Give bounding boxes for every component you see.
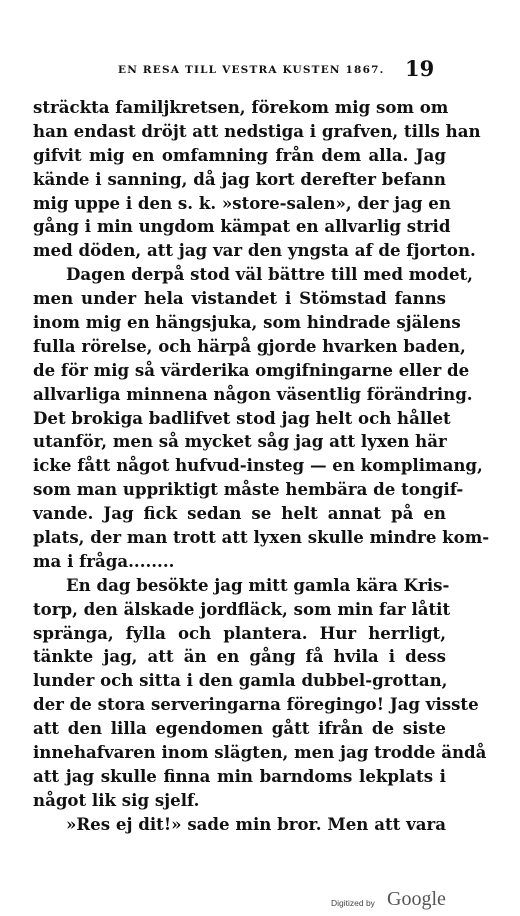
text-line: att jag skulle finna min barndoms lekplats i — [33, 765, 446, 786]
text-line: icke fått något hufvud-insteg — en komplimang, — [33, 455, 483, 476]
text-line: med döden, att jag var den yngsta af de fjorton. — [33, 240, 476, 261]
text-line: som man uppriktigt måste hembära de tongif- — [33, 479, 464, 500]
text-line: »Res ej dit!» sade min bror. Men att vara — [66, 813, 446, 834]
text-line: ma i fråga........ — [33, 550, 175, 571]
running-title: EN RESA TILL VESTRA KUSTEN 1867. — [118, 64, 385, 76]
text-line: fulla rörelse, och härpå gjorde hvarken baden, — [33, 335, 466, 356]
digitized-by-label: Digitized by — [331, 898, 375, 908]
text-line: vande. Jag fick sedan se helt annat på en — [33, 503, 446, 524]
text-line: utanför, men så mycket såg jag att lyxen här — [33, 431, 447, 452]
text-line: kände i sanning, då jag kort derefter befann — [33, 168, 446, 189]
text-line: något lik sig sjelf. — [33, 789, 200, 810]
text-line: gång i min ungdom kämpat en allvarlig strid — [33, 216, 451, 237]
text-line: spränga, fylla och plantera. Hur herrligt, — [33, 622, 446, 643]
text-line: torp, den älskade jordfläck, som min far låtit — [33, 598, 451, 619]
text-line: En dag besökte jag mitt gamla kära Kris- — [66, 574, 450, 595]
text-line: mig uppe i den s. k. »store-salen», der jag en — [33, 192, 451, 213]
google-logo: Google — [387, 888, 446, 910]
text-line: plats, der man trott att lyxen skulle mindre kom- — [33, 527, 490, 548]
text-line: men under hela vistandet i Stömstad fanns — [33, 288, 446, 309]
digitization-watermark — [0, 888, 520, 912]
page-header — [0, 52, 520, 80]
text-line: der de stora serveringarna föregingo! Jag visste — [33, 694, 479, 715]
text-line: Dagen derpå stod väl bättre till med modet, — [66, 264, 473, 285]
text-line: innehafvaren inom slägten, men jag trodde ändå — [33, 742, 487, 763]
text-line: allvarliga minnena någon väsentlig förändring. — [33, 383, 473, 404]
text-line: att den lilla egendomen gått ifrån de siste — [33, 718, 446, 739]
page-number: 19 — [405, 56, 435, 81]
text-line: Det brokiga badlifvet stod jag helt och hållet — [33, 407, 451, 428]
text-line: sträckta familjkretsen, förekom mig som om — [33, 97, 449, 117]
text-line: tänkte jag, att än en gång få hvila i dess — [33, 646, 446, 667]
text-line: de för mig så värderika omgifningarne eller de — [33, 359, 470, 380]
text-line: lunder och sitta i den gamla dubbel-grottan, — [33, 670, 448, 691]
text-line: inom mig en hängsjuka, som hindrade själens — [33, 312, 461, 333]
text-line: gifvit mig en omfamning från dem alla. Jag — [33, 144, 446, 165]
body-text — [33, 96, 490, 837]
text-line: han endast dröjt att nedstiga i grafven, tills han — [33, 120, 481, 141]
